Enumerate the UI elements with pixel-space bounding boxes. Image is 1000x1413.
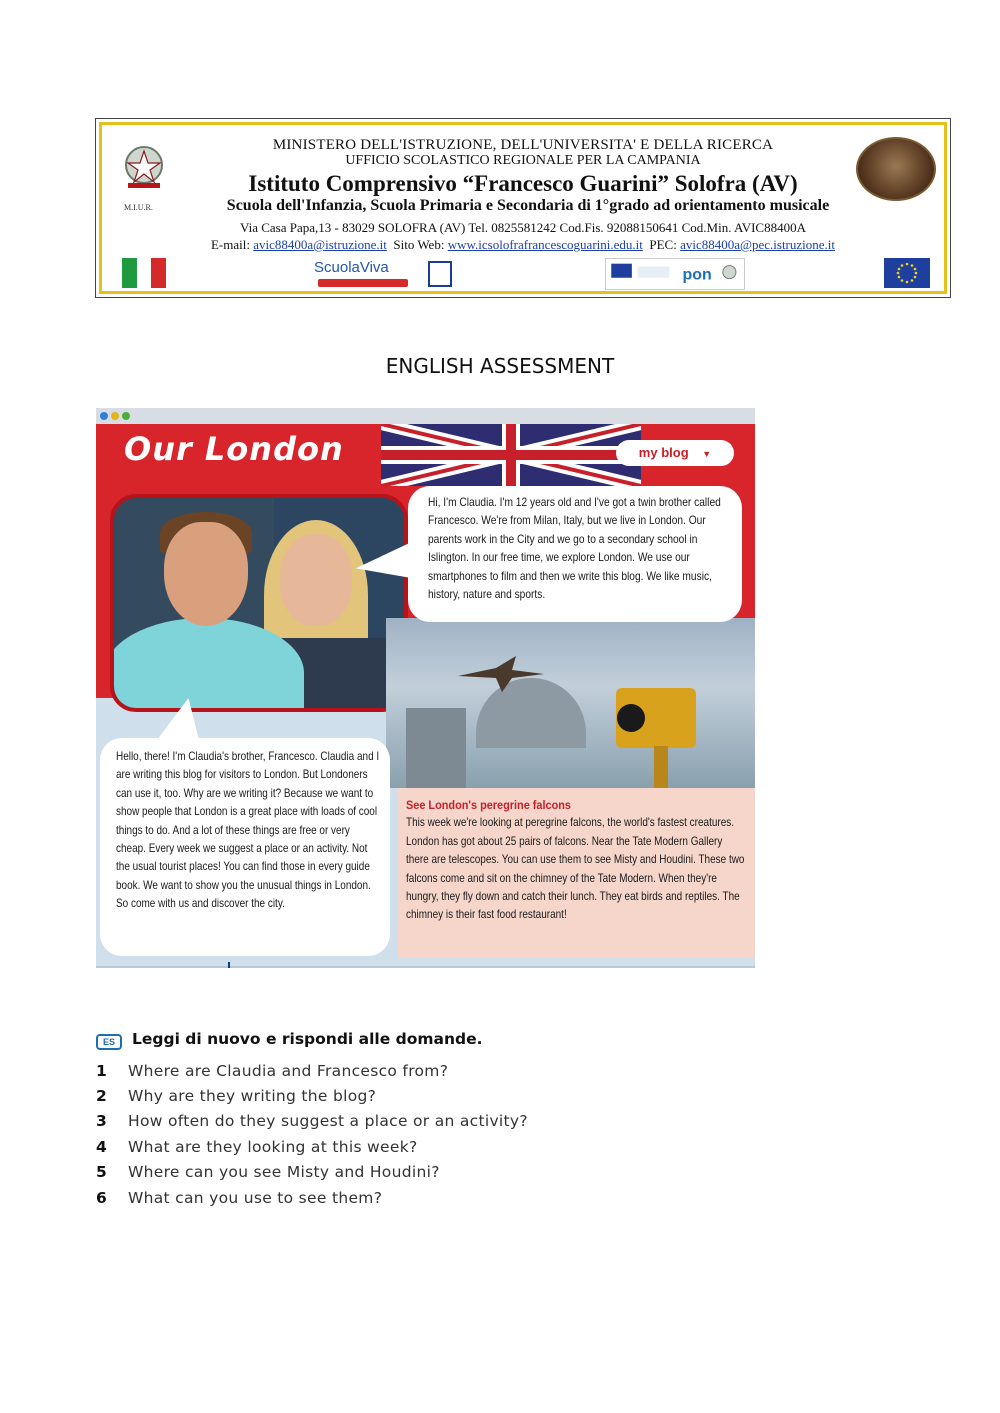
question-number: 4 [96,1138,107,1156]
ministry-line: MINISTERO DELL'ISTRUZIONE, DELL'UNIVERSITA' E DELLA RICERCA [272,137,774,153]
question-number: 6 [96,1189,107,1207]
question-text: Where are Claudia and Francesco from? [128,1062,449,1080]
window-dot-icon [111,412,119,420]
twins-photo [110,494,408,712]
eu-flag-icon [884,258,930,288]
question-text: Where can you see Misty and Houdini? [128,1163,440,1181]
miur-label: M.I.U.R. [124,203,153,212]
website-link[interactable]: www.icsolofrafrancescoguarini.edu.it [447,237,643,252]
school-name: Istituto Comprensivo “Francesco Guarini” Solofra (AV) [248,171,798,196]
pec-link[interactable]: avic88400a@pec.istruzione.it [680,237,836,252]
scuolaviva-text: ScuolaViva [314,259,389,276]
my-blog-dropdown[interactable] [616,440,734,466]
question-number: 5 [96,1163,107,1181]
question-text: What are they looking at this week? [128,1138,418,1156]
pon-funds-logo-icon [605,258,745,290]
image-bottom-tick [228,962,230,968]
francesco-text: Hello, there! I'm Claudia's brother, Francesco. Claudia and I are writing this blog for visitors to London. But Londoners can use it, too. Why are we writing it? Because we want to show people that London is a great place with loads of cool things to do. And a lot of these things are free or very cheap. Every week we suggest a place or an activity. Not the usual tourist places! You can find those in every guide book. We want to show you the unusual things in London. So come with us and discover the city. [116,750,380,911]
school-address: Via Casa Papa,13 - 83029 SOLOFRA (AV) Tel. 0825581242 Cod.Fis. 92088150641 Cod.Min. AVIC88400A [239,220,806,235]
letterhead [95,118,951,298]
email-link[interactable]: avic88400a@istruzione.it [253,237,387,252]
window-dot-icon [100,412,108,420]
telescope-icon [596,668,716,788]
falcon-heading: See London's peregrine falcons [406,798,571,812]
question-text: How often do they suggest a place or an activity? [128,1112,528,1130]
girl-face [280,534,352,626]
question-text: Why are they writing the blog? [128,1087,377,1105]
email-label: E-mail: [210,237,250,252]
building-towers [406,708,466,788]
scuolaviva-logo [314,259,420,289]
campania-logo-icon [428,261,452,287]
question-text: What can you use to see them? [128,1189,383,1207]
scuolaviva-bar [318,279,408,287]
francesco-speech-bubble [100,738,390,956]
web-label: Sito Web: [393,237,445,252]
page-title: ENGLISH ASSESSMENT [385,354,615,378]
falcon-article [398,788,755,958]
contacts-line [102,237,944,253]
falcon-text: This week we're looking at peregrine falcons, the world's fastest creatures. London has got about 25 pairs of falcons. Near the Tate Modern Gallery there are telescopes. You can use them to see Misty and Houdini. These two falcons come and sit on the chimney of the Tate Modern. When they're hungry, they fly down and catch their lunch. They eat birds and reptiles. The chimney is their fast food restaurant! [406,816,745,922]
union-jack-flag-icon [381,424,641,486]
pec-label: PEC: [649,237,677,252]
italy-flag-icon [122,258,166,288]
falcon-bird-icon [456,654,546,694]
dropdown-arrow-icon: ▼ [702,449,712,459]
boy-face [164,522,248,626]
question-number: 1 [96,1062,107,1080]
my-blog-label: my blog [638,445,689,460]
claudia-speech-bubble [408,486,742,622]
svg-text:pon: pon [682,266,712,284]
letterhead-frame [99,122,947,294]
claudia-text: Hi, I'm Claudia. I'm 12 years old and I've got a twin brother called Francesco. We're from Milan, Italy, but we live in London. Our parents work in the City and we go to a secondary school in Islington. In our free time, we explore London. We use our smartphones to film and then we write this blog. We like music, history, nature and sports. [428,496,721,602]
falcon-photo [386,618,755,788]
blog-title: Our London [124,430,344,468]
exercise-title: Leggi di nuovo e rispondi alle domande. [132,1030,483,1048]
question-number: 3 [96,1112,107,1130]
office-line: UFFICIO SCOLASTICO REGIONALE PER LA CAMPANIA [345,153,701,168]
image-bottom-border [96,966,755,968]
window-dot-icon [122,412,130,420]
question-number: 2 [96,1087,107,1105]
exercise-badge: ES [96,1034,122,1050]
blog-screenshot [96,408,755,966]
window-titlebar [96,408,755,424]
school-description: Scuola dell'Infanzia, Scuola Primaria e Secondaria di 1°grado ad orientamento musicale [226,197,830,214]
